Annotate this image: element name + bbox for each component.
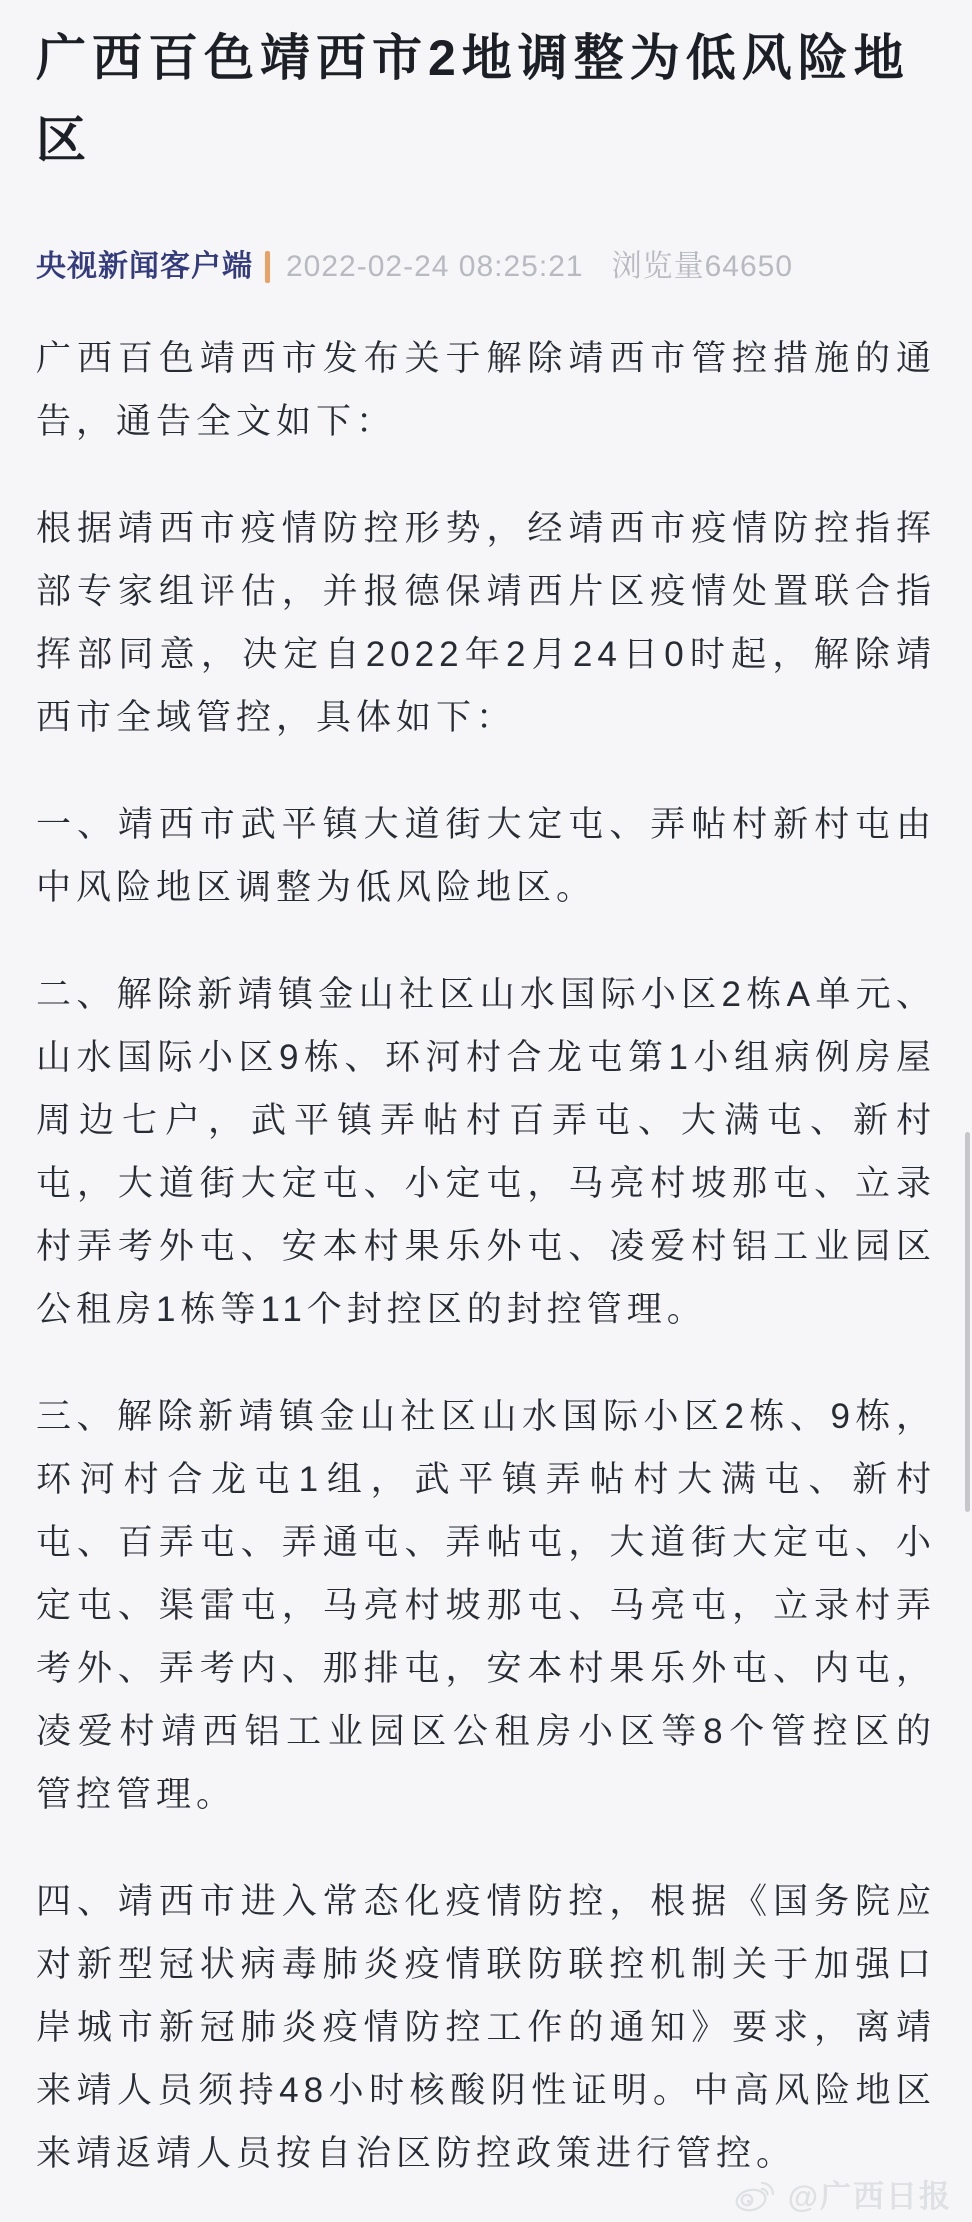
scrollbar-thumb[interactable] — [965, 1132, 970, 1512]
publish-timestamp: 2022-02-24 08:25:21 — [286, 250, 584, 283]
article-paragraph: 四、靖西市进入常态化疫情防控，根据《国务院应对新型冠状病毒肺炎疫情联防联控机制关于加强口岸城市新冠肺炎疫情防控工作的通知》要求，离靖来靖人员须持48小时核酸阴性证明。中高风险地区来靖返靖人员按自治区防控政策进行管控。 — [36, 1882, 936, 2173]
watermark — [732, 2171, 952, 2216]
article-body — [36, 327, 936, 2185]
weibo-icon — [732, 2174, 780, 2214]
article-paragraph: 二、解除新靖镇金山社区山水国际小区2栋A单元、山水国际小区9栋、环河村合龙屯第1小组病例房屋周边七户，武平镇弄帖村百弄屯、大满屯、新村屯，大道街大定屯、小定屯，马亮村坡那屯、立录村弄考外屯、安本村果乐外屯、凌爱村铝工业园区公租房1栋等11个封控区的封控管理。 — [36, 975, 936, 1329]
source-link[interactable]: 央视新闻客户端 — [36, 250, 253, 283]
watermark-text: @广西日报 — [787, 2179, 952, 2214]
view-count: 浏览量64650 — [611, 250, 794, 283]
article-meta — [36, 247, 936, 287]
article-title: 广西百色靖西市2地调整为低风险地区 — [36, 30, 910, 168]
article-paragraph: 广西百色靖西市发布关于解除靖西市管控措施的通告，通告全文如下： — [36, 339, 936, 441]
meta-separator-bar — [265, 251, 270, 283]
article-paragraph: 三、解除新靖镇金山社区山水国际小区2栋、9栋，环河村合龙屯1组，武平镇弄帖村大满屯、新村屯、百弄屯、弄通屯、弄帖屯，大道街大定屯、小定屯、渠雷屯，马亮村坡那屯、马亮屯，立录村弄考外、弄考内、那排屯，安本村果乐外屯、内屯，凌爱村靖西铝工业园区公租房小区等8个管控区的管控管理。 — [36, 1397, 936, 1814]
article-paragraph: 一、靖西市武平镇大道街大定屯、弄帖村新村屯由中风险地区调整为低风险地区。 — [36, 805, 936, 907]
article-paragraph: 根据靖西市疫情防控形势，经靖西市疫情防控指挥部专家组评估，并报德保靖西片区疫情处置联合指挥部同意，决定自2022年2月24日0时起，解除靖西市全域管控，具体如下： — [36, 509, 936, 737]
